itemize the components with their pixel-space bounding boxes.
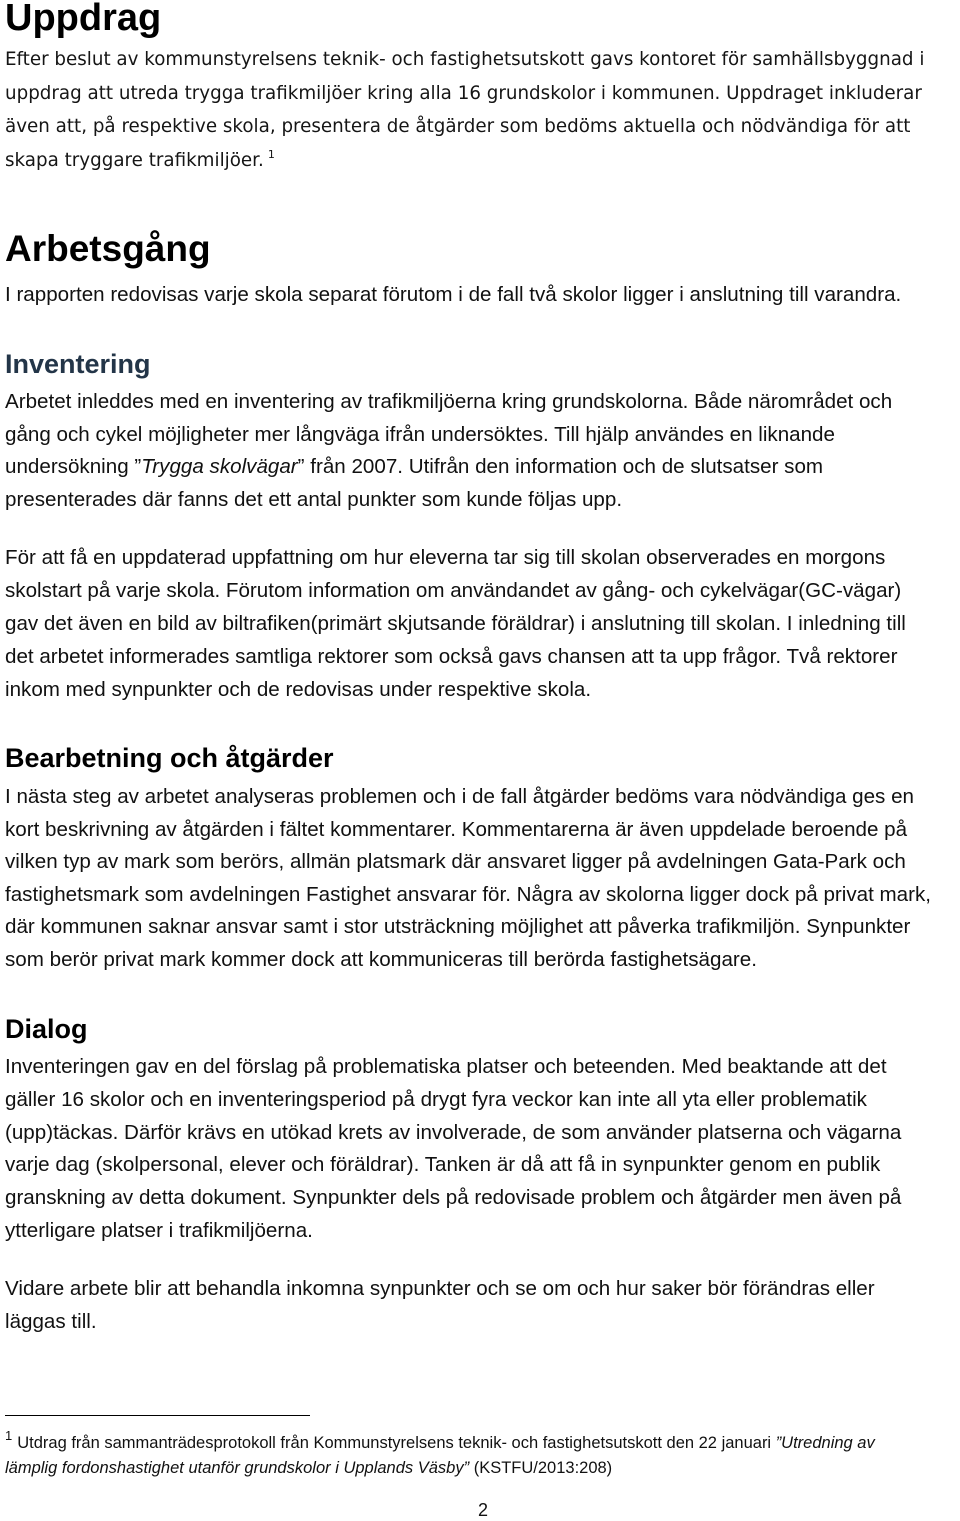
text-line: granskning av detta dokument. Synpunkter dels på redovisade problem och åtgärder men även på xyxy=(5,1186,902,1210)
text-line: som berör privat mark kommer dock att kommuniceras till berörda fastighetsägare. xyxy=(5,947,757,971)
italic-title: Trygga skolvägar xyxy=(141,455,298,479)
text-line: gav det även en bild av biltrafiken(primärt skjutsande föräldrar) i anslutning till skolan. I inledning till xyxy=(5,612,906,635)
text-line: även att, på respektive skola, presentera de åtgärder som bedöms aktuella och nödvändiga för att xyxy=(5,116,911,138)
text-line: fastighetsmark som avdelningen Fastighet ansvarar för. Några av skolorna ligger dock på privat mark, xyxy=(5,882,932,906)
footnote-italic-title: ”Utredning av xyxy=(775,1434,875,1452)
heading-arbetsgang: Arbetsgång xyxy=(5,228,211,269)
footnote xyxy=(5,1428,875,1481)
text-line xyxy=(5,144,275,178)
heading-bearbetning: Bearbetning och åtgärder xyxy=(5,743,334,773)
text-line: kort beskrivning av åtgärden i fältet kommentarer. Kommentarerna är även uppdelade beroende på xyxy=(5,817,908,841)
text-line: varje dag (skolpersonal, elever och föräldrar). Tanken är då att få in synpunkter genom en publik xyxy=(5,1153,881,1177)
footnote-reference: 1 xyxy=(267,148,275,162)
paragraph-dialog-2 xyxy=(5,1272,875,1338)
text-line: läggas till. xyxy=(5,1310,97,1333)
text-line: För att få en uppdaterad uppfattning om hur eleverna tar sig till skolan observerades en morgons xyxy=(5,546,886,569)
text-line: det arbetet informerades samtliga rektorer som också gavs chansen att ta upp frågor. Två rektorer xyxy=(5,645,898,668)
paragraph-dialog-1 xyxy=(5,1051,901,1248)
text-line: I rapporten redovisas varje skola separat förutom i de fall två skolor ligger i anslutning till varandra. xyxy=(5,283,902,306)
paragraph-bearbetning xyxy=(5,781,931,977)
text-line: Efter beslut av kommunstyrelsens teknik- och fastighetsutskott gavs kontoret för samhällsbyggnad i xyxy=(5,49,925,70)
text-segment: ” från 2007. Utifrån den information och de slutsatser som xyxy=(297,455,824,479)
text-line: (upp)täckas. Därför krävs en utökad krets av involverade, de som använder platserna och vägarna xyxy=(5,1120,902,1144)
paragraph-inventering-2 xyxy=(5,541,906,706)
page-number: 2 xyxy=(478,1500,489,1520)
text-line: där kommunen saknar ansvar samt i stor utsträckning möjlighet att påverka trafikmiljön. Synpunkter xyxy=(5,915,911,939)
footnote-separator xyxy=(5,1415,310,1416)
footnote-line xyxy=(5,1428,875,1456)
text-line: uppdrag att utreda trygga trafikmiljöer kring alla 16 grundskolor i kommunen. Uppdraget inkluderar xyxy=(5,82,922,104)
text-line: inkom med synpunkter och de redovisas under respektive skola. xyxy=(5,678,592,701)
text-line-content: skapa tryggare trafikmiljöer. xyxy=(5,150,264,172)
paragraph-inventering-1 xyxy=(5,386,892,517)
footnote-text: (KSTFU/2013:208) xyxy=(469,1459,613,1477)
text-line: ytterligare platser i trafikmiljöerna. xyxy=(5,1218,313,1242)
text-line: gäller 16 skolor och en inventeringsperiod på drygt fyra veckor kan inte all yta eller problematik xyxy=(5,1087,867,1111)
paragraph-uppdrag xyxy=(5,43,924,178)
text-line: skolstart på varje skola. Förutom information om användandet av gång- och cykelvägar(GC-vägar) xyxy=(5,579,902,602)
text-line: Vidare arbete blir att behandla inkomna synpunkter och se om och hur saker bör förändras eller xyxy=(5,1277,875,1300)
footnote-line xyxy=(5,1456,612,1481)
heading-uppdrag: Uppdrag xyxy=(5,0,162,39)
text-line: I nästa steg av arbetet analyseras problemen och i de fall åtgärder bedöms vara nödvändiga ges en xyxy=(5,785,914,808)
text-line: Arbetet inleddes med en inventering av trafikmiljöerna kring grundskolorna. Både närområdet och xyxy=(5,390,893,413)
text-line: gång och cykel möjligheter mer långväga ifrån undersöktes. Till hjälp användes en liknande xyxy=(5,422,835,446)
paragraph-arbetsgang xyxy=(5,279,901,312)
text-line: vilken typ av mark som berörs, allmän platsmark där ansvaret ligger på avdelningen Gata-Park och xyxy=(5,850,906,874)
text-line: Inventeringen gav en del förslag på problematiska platser och beteenden. Med beaktande att det xyxy=(5,1055,887,1078)
text-line xyxy=(5,451,823,484)
text-line: presenterades där fanns det ett antal punkter som kunde följas upp. xyxy=(5,488,623,512)
heading-inventering: Inventering xyxy=(5,349,151,379)
text-segment: undersökning ” xyxy=(5,455,142,479)
footnote-text: Utdrag från sammanträdesprotokoll från Kommunstyrelsens teknik- och fastighetsutskott den 22 januari xyxy=(17,1434,776,1452)
footnote-italic-title: lämplig fordonshastighet utanför grundskolor i Upplands Väsby” xyxy=(5,1459,470,1477)
heading-dialog: Dialog xyxy=(5,1014,88,1044)
footnote-number: 1 xyxy=(5,1428,13,1443)
